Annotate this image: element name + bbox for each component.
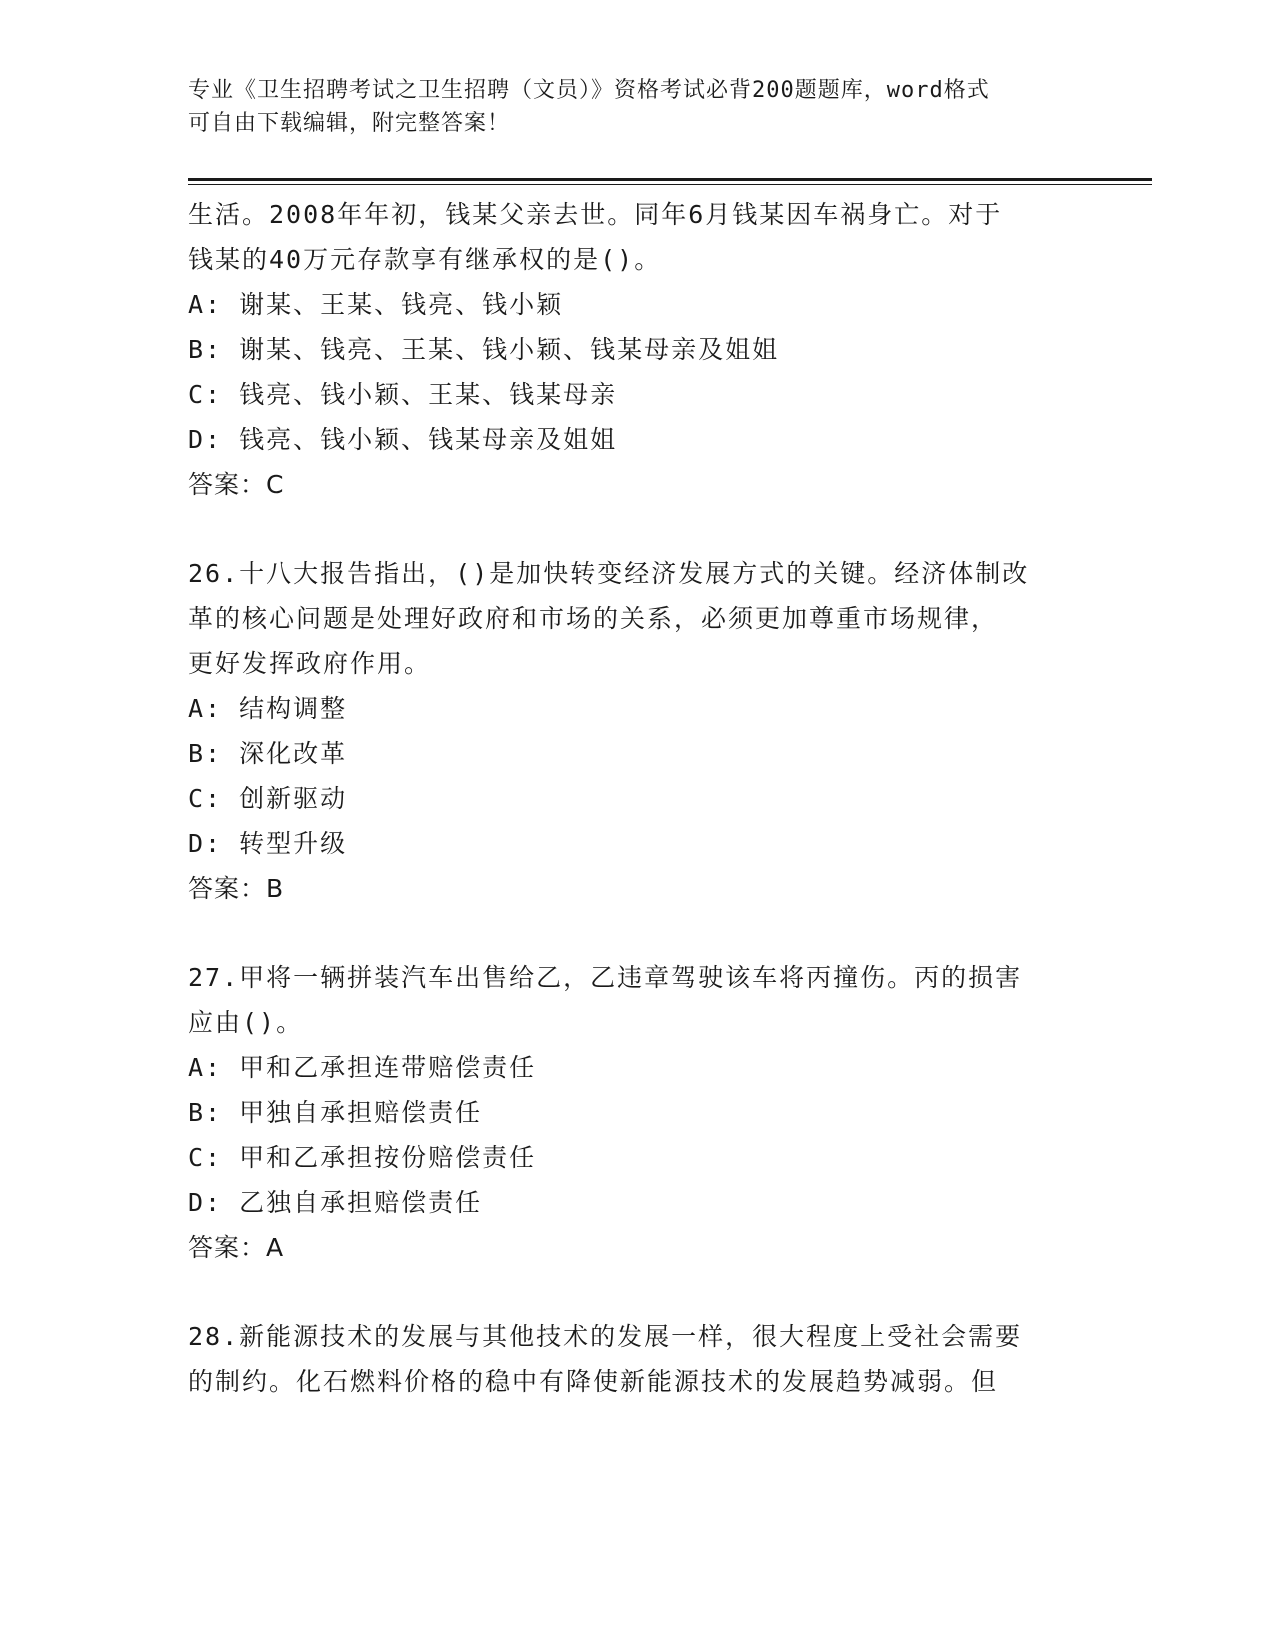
question-stem-line: 生活。2008年年初，钱某父亲去世。同年6月钱某因车祸身亡。对于 — [188, 200, 1003, 229]
question-content — [188, 192, 1088, 1404]
option-b: B: 深化改革 — [188, 739, 348, 768]
option-c: C: 甲和乙承担按份赔偿责任 — [188, 1143, 537, 1172]
question-stem-line: 钱某的40万元存款享有继承权的是()。 — [188, 245, 662, 274]
question-26 — [188, 551, 1088, 911]
question-25 — [188, 192, 1088, 507]
option-c: C: 创新驱动 — [188, 784, 348, 813]
answer-label: 答案：A — [188, 1233, 285, 1262]
question-28 — [188, 1314, 1088, 1404]
option-c: C: 钱亮、钱小颖、王某、钱某母亲 — [188, 380, 618, 409]
question-stem-line: 26.十八大报告指出，()是加快转变经济发展方式的关键。经济体制改 — [188, 559, 1030, 588]
option-a: A: 谢某、王某、钱亮、钱小颖 — [188, 290, 564, 319]
question-stem-line: 28.新能源技术的发展与其他技术的发展一样，很大程度上受社会需要 — [188, 1322, 1023, 1351]
header-title-line-2: 可自由下载编辑，附完整答案！ — [188, 111, 511, 136]
question-stem-line: 的制约。化石燃料价格的稳中有降使新能源技术的发展趋势减弱。但 — [188, 1367, 999, 1396]
question-stem-line: 更好发挥政府作用。 — [188, 649, 432, 678]
option-a: A: 甲和乙承担连带赔偿责任 — [188, 1053, 537, 1082]
question-27 — [188, 955, 1088, 1270]
option-a: A: 结构调整 — [188, 694, 348, 723]
option-b: B: 谢某、钱亮、王某、钱小颖、钱某母亲及姐姐 — [188, 335, 780, 364]
question-stem-line: 革的核心问题是处理好政府和市场的关系，必须更加尊重市场规律， — [188, 604, 999, 633]
answer-label: 答案：B — [188, 874, 285, 903]
option-d: D: 钱亮、钱小颖、钱某母亲及姐姐 — [188, 425, 618, 454]
document-header — [188, 74, 1088, 140]
answer-label: 答案：C — [188, 470, 285, 499]
option-d: D: 转型升级 — [188, 829, 348, 858]
header-title-line-1: 专业《卫生招聘考试之卫生招聘（文员）》资格考试必背200题题库，word格式 — [188, 78, 990, 103]
header-divider-thin — [188, 184, 1152, 185]
header-divider-thick — [188, 178, 1152, 181]
option-d: D: 乙独自承担赔偿责任 — [188, 1188, 483, 1217]
question-stem-line: 27.甲将一辆拼装汽车出售给乙，乙违章驾驶该车将丙撞伤。丙的损害 — [188, 963, 1023, 992]
question-stem-line: 应由()。 — [188, 1008, 304, 1037]
option-b: B: 甲独自承担赔偿责任 — [188, 1098, 483, 1127]
